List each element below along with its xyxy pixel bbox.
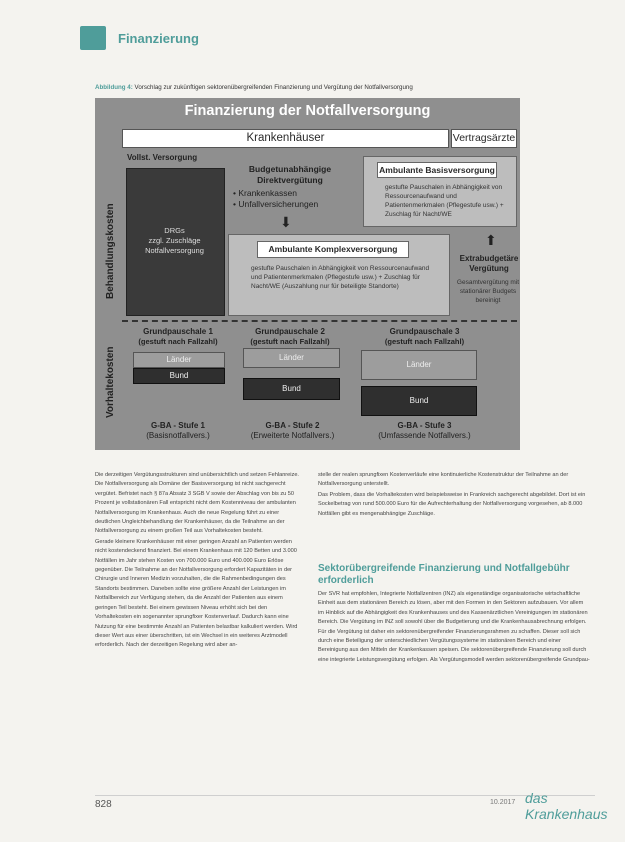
stufe2 [235, 421, 350, 441]
budget-title-line: Budgetunabhängige [248, 164, 332, 174]
extra-title [458, 254, 520, 274]
section-marker [80, 26, 106, 50]
financing-diagram [95, 98, 520, 450]
cost-divider [122, 320, 517, 322]
stufe-sub: (Umfassende Notfallvers.) [378, 431, 471, 440]
drg-line: DRGs [164, 226, 185, 235]
figure-caption [95, 84, 413, 91]
diagram-title: Finanzierung der Notfallversorgung [184, 103, 431, 119]
drg-line: Notfallversorgung [145, 246, 204, 255]
journal-logo: das Krankenhaus [525, 790, 608, 822]
gp-sub-text: (gestuft nach Fallzahl) [138, 337, 218, 346]
gp-title-text: Grundpauschale 2 [255, 327, 325, 336]
paragraph: stelle der realen sprungfixen Kostenverläufe eine kontinuierliche Kostenstruktur der Teilnahme an der Notfallversorgung unterstellt. [318, 472, 569, 488]
amb-basis-title: Ambulante Basisversorgung [377, 162, 497, 178]
vorhaltekosten-label: Vorhaltekosten [105, 346, 116, 418]
behandlungskosten-label: Behandlungskosten [105, 203, 116, 299]
budget-title [235, 164, 345, 186]
paragraph: Die derzeitigen Vergütungsstrukturen sind unübersichtlich und setzen Fehlanreize. Die Notfallversorgung als Domäne der Basisversorgung ist nicht sachgerecht vergütet. Befristet nach § 87a Absatz 3 SGB V sowie der Abschlag von bis zu 50 Prozent je vollstationären Fall entspricht nicht dem Kostenniveau der ambulanten Notfallversorgung im Krankenhaus. Auch die neue Regelung führt zu einer deutlichen Ungleichbehandlung der Krankenhäuser, da die Teilnahme an der Notfallversorgung zu einem großen Teil aus Vorhaltekosten besteht. [95, 472, 299, 535]
gp3-title [357, 327, 492, 347]
amb-komplex-title: Ambulante Komplexversorgung [257, 241, 409, 258]
extra-title-line: Extrabudgetäre [459, 254, 519, 263]
gp-title-text: Grundpauschale 1 [143, 327, 213, 336]
body-column-right [318, 471, 590, 519]
figure-caption-label: Abbildung 4: [95, 84, 133, 91]
gp1-laender: Länder [133, 352, 225, 368]
drg-text [126, 226, 223, 256]
gp-sub-text: (gestuft nach Fallzahl) [250, 337, 330, 346]
issue-date: 10.2017 [490, 799, 516, 806]
budget-list [233, 188, 318, 210]
stufe-sub: (Basisnotfallvers.) [146, 431, 210, 440]
footer-divider [95, 795, 595, 796]
gp2-bund: Bund [243, 378, 340, 400]
vertragsaerzte-header: Vertragsärzte [451, 129, 517, 148]
arrow-up-icon: ⬆ [485, 232, 497, 248]
paragraph: Gerade kleinere Krankenhäuser mit einer geringen Anzahl an Patienten werden nicht kostendeckend finanziert. Bei einem Krankenhaus mit 120 Betten und 3.000 Notfällen im Jahr stehen Kosten von 700.000 Euro und 400.000 Euro Erlöse gegenüber. Die Teilnahme an der Notfallversorgung erfordert Kapazitäten in der Chirurgie und Inneren Medizin vorzuhalten, die die Rahmenbedingungen des Standorts bestimmen. Daneben sollte eine größere Anzahl der Leistungen im Notfallbereich zur Verfügung stehen, da die Anzahl der Patienten aus einem geringen Teil besteht. Bei einem gewissen Niveau erhöht sich bei den Vorhaltekosten ein sogenannter sprungfixer Kostenverlauf. Dadurch kann eine Nutzung für eine bestimmte Anzahl an Patienten belastbar kalkuliert werden. Wird dieser Wert aus einer überschritten, ist ein Wechsel in ein weiteres Arztmodell erforderlich. Nach der derzeitigen Regelung wird aber an- [95, 538, 298, 649]
body-column-left [95, 471, 303, 651]
stufe-title: G-BA - Stufe 1 [151, 421, 205, 430]
gp2-laender: Länder [243, 348, 340, 368]
gp1-bund: Bund [133, 368, 225, 384]
amb-komplex-text: gestufte Pauschalen in Abhängigkeit von Ressourcenaufwand und Patientenmerkmalen (Pflegestufe usw.) + Zuschlag für Nacht/WE (Auszahlung nur für beteiligte Standorte) [251, 265, 430, 290]
gp2-title [235, 327, 345, 347]
figure-caption-text: Vorschlag zur zukünftigen sektorenübergreifenden Finanzierung und Vergütung der Notfallversorgung [134, 84, 413, 91]
extra-text: Gesamtvergütung mit stationärer Budgets bereinigt [456, 279, 520, 304]
paragraph: Der SVR hat empfohlen, Integrierte Notfallzentren (INZ) als eigenständige organisatorische wirtschaftliche Einheit aus dem stationären Bereich zu lösen, aber mit den Formen in den Sektoren aufzubauen. Vor allem im Hinblick auf die Abhängigkeit des Krankenhauses und des Kassenärztlichen Vereinigungen im stationären Bereich. Die Vergütung im INZ soll sowohl über die Budgetierung und die Krankenhausabrechnung erfolgen. Für die Vergütung ist daher ein sektorenübergreifender Finanzierungsrahmen zu schaffen. Dieser soll sich durch eine Beteiligung der unterschiedlichen Vergütungssysteme im stationären Bereich und einer Bereinigung aus den Mitteln der Krankenkassen speisen. Die sektorenübergreifende Finanzierung soll durch eine integrierte Leistungsvergütung erfolgen. Als Vergütungsmodell werden sektorenübergreifende Grundpau- [318, 591, 590, 663]
amb-basis-text: gestufte Pauschalen in Abhängigkeit von Ressourcenaufwand und Patientenmerkmalen (Pflegestufe usw.) + Zuschlag für Nacht/WE [385, 184, 504, 218]
body-column-right-lower [318, 590, 590, 665]
gp3-bund: Bund [361, 386, 477, 416]
budget-title-line: Direktvergütung [257, 175, 323, 185]
budget-item: • Krankenkassen [233, 188, 297, 198]
stufe3 [357, 421, 492, 441]
extra-title-line: Vergütung [469, 264, 509, 273]
subheading: Sektorübergreifende Finanzierung und Notfallgebühr erforderlich [318, 563, 570, 586]
section-title: Finanzierung [118, 31, 199, 46]
vollst-versorgung-label: Vollst. Versorgung [127, 153, 198, 162]
drg-line: zzgl. Zuschläge [148, 236, 201, 245]
arrow-down-icon: ⬇ [280, 214, 292, 230]
gp1-title [123, 327, 233, 347]
page-number: 828 [95, 799, 112, 810]
paragraph: Das Problem, dass die Vorhaltekosten wird beispielsweise in Frankreich sachgerecht abgebildet. Dort ist ein Sockelbetrag von rund 500.000 Euro für die Aufrechterhaltung der Notfallversorgung vorgesehen, ab 8.000 Notfällen gibt es mengenabhängige Zuschläge. [318, 491, 586, 517]
gp-title-text: Grundpauschale 3 [389, 327, 460, 336]
gp3-laender: Länder [361, 350, 477, 380]
stufe1 [123, 421, 233, 441]
krankenhaeuser-header: Krankenhäuser [122, 129, 449, 148]
gp-sub-text: (gestuft nach Fallzahl) [384, 337, 465, 346]
stufe-sub: (Erweiterte Notfallvers.) [250, 431, 335, 440]
stufe-title: G-BA - Stufe 3 [397, 421, 452, 430]
stufe-title: G-BA - Stufe 2 [265, 421, 320, 430]
budget-item: • Unfallversicherungen [233, 199, 319, 209]
